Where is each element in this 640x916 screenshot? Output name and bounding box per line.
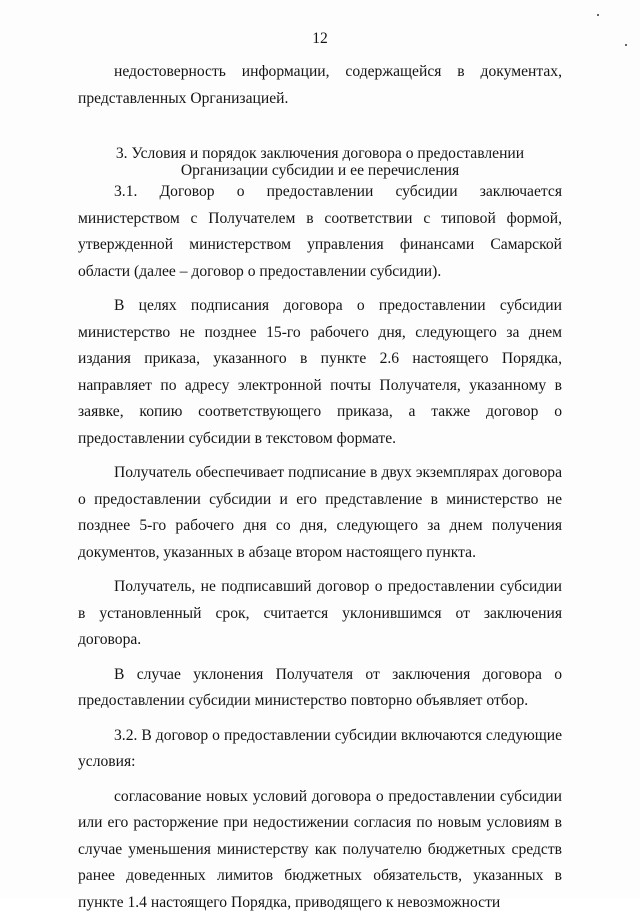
section-heading-line: 3. Условия и порядок заключения договора о предоставлении: [78, 146, 562, 163]
page-number: 12: [0, 30, 640, 48]
paragraph-not-signed: Получатель, не подписавший договор о предоставлении субсидии в установленный срок, считается уклонившимся от заключения договора.: [78, 574, 562, 654]
scan-speck: [597, 14, 599, 16]
paragraph-conditions: согласование новых условий договора о предоставлении субсидии или его расторжение при недостижении согласия по новым условиям в случае уменьшения министерству как получателю бюджетных средств ранее доведенных лимитов бюджетных обязательств, указанных в пункте 1.4 настоящего Порядка, приводящего к невозможности: [78, 784, 562, 916]
paragraph-continuation: недостоверность информации, содержащейся в документах, представленных Организацией.: [78, 59, 562, 112]
paragraph-3-1: 3.1. Договор о предоставлении субсидии заключается министерством с Получателем в соответствии с типовой формой, утвержденной министерством управления финансами Самарской области (далее – договор о предоставлении субсидии).: [78, 179, 562, 285]
section-heading-line: Организации субсидии и ее перечисления: [78, 163, 562, 180]
paragraph-evasion: В случае уклонения Получателя от заключения договора о предоставлении субсидии министерство повторно объявляет отбор.: [78, 662, 562, 715]
section-heading: [78, 146, 562, 179]
paragraph-3-2: 3.2. В договор о предоставлении субсидии включаются следующие условия:: [78, 723, 562, 776]
paragraph-signing: В целях подписания договора о предоставлении субсидии министерство не позднее 15-го рабочего дня, следующего за днем издания приказа, указанного в пункте 2.6 настоящего Порядка, направляет по адресу электронной почты Получателя, указанному в заявке, копию соответствующего приказа, а также договор о предоставлении субсидии в текстовом формате.: [78, 293, 562, 452]
document-body: [78, 59, 562, 916]
paragraph-recipient-signs: Получатель обеспечивает подписание в двух экземплярах договора о предоставлении субсидии и его представление в министерство не позднее 5-го рабочего дня со дня, следующего за днем получения документов, указанных в абзаце втором настоящего пункта.: [78, 460, 562, 566]
